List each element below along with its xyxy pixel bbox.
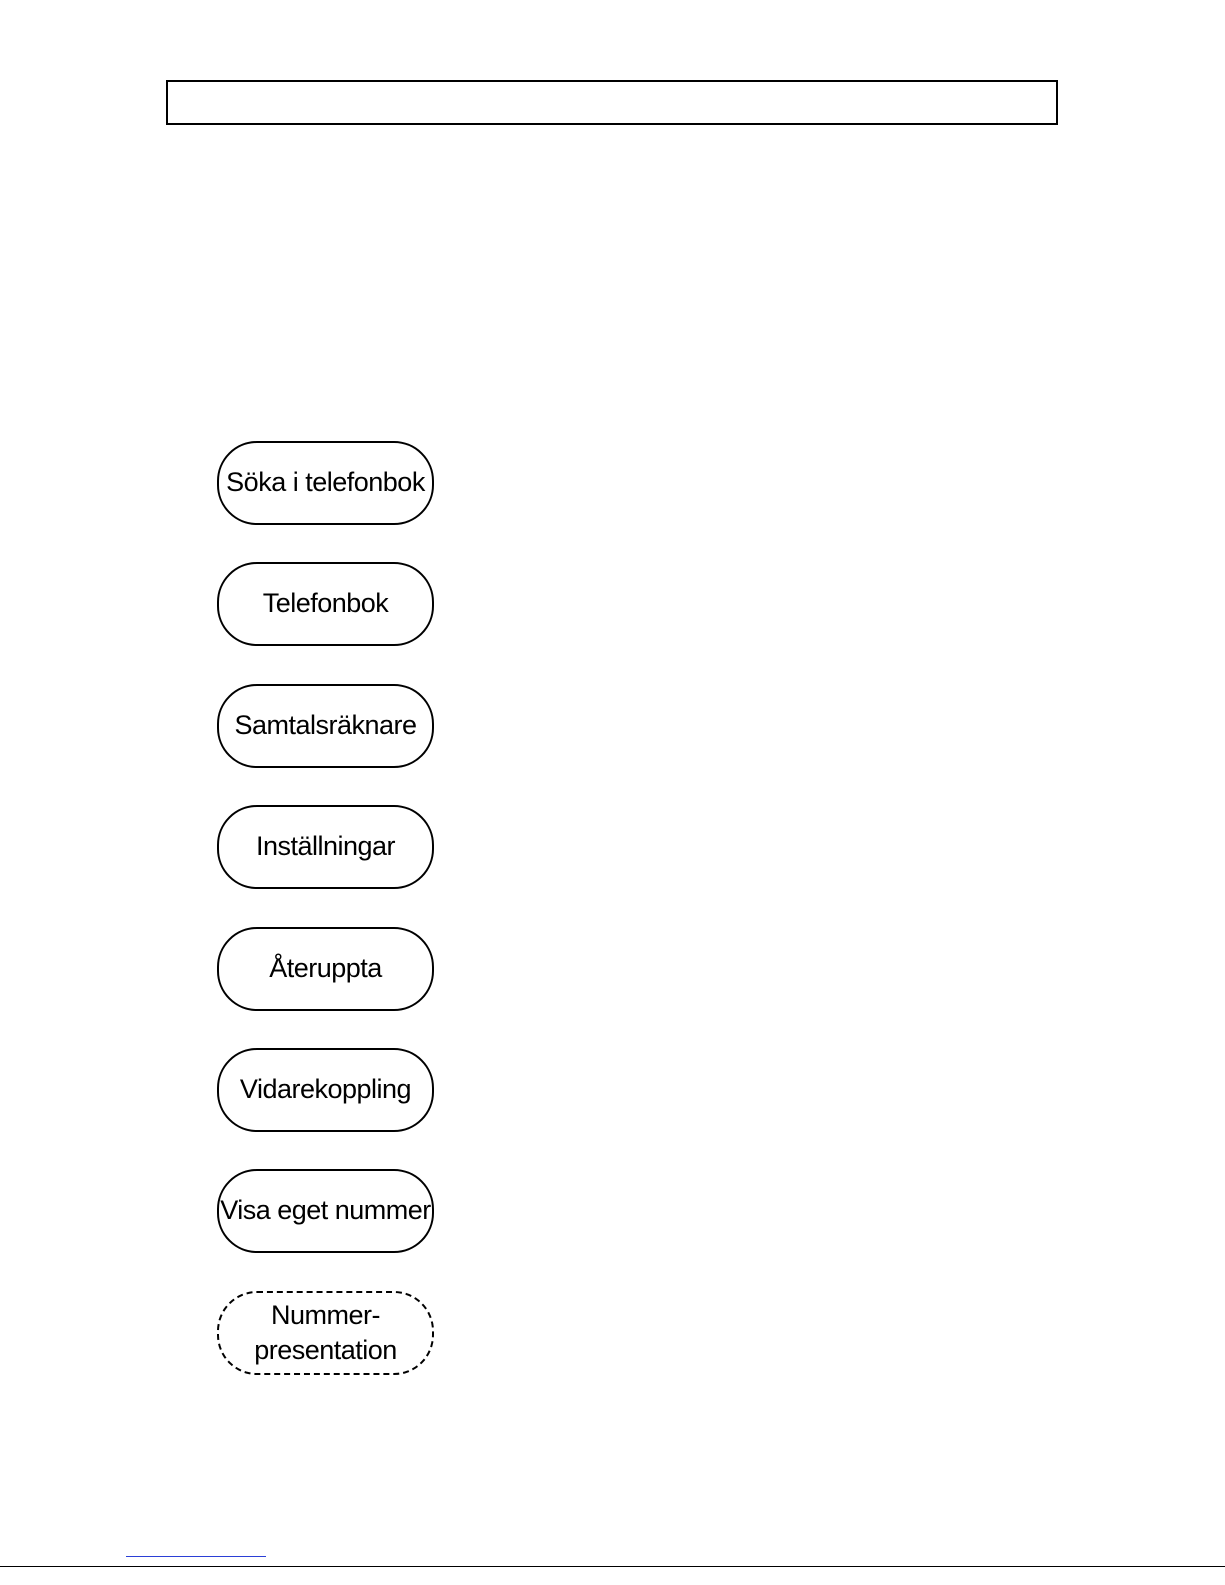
header-box [166, 80, 1058, 125]
menu-item-telefonbok[interactable] [217, 562, 434, 646]
menu-item-label: Vidarekoppling [239, 1074, 412, 1105]
menu-item-label: Inställningar [255, 831, 396, 862]
menu-item-samtalsraknare[interactable] [217, 684, 434, 768]
menu-item-nummerpresentation[interactable] [217, 1291, 434, 1375]
menu-item-label: Visa eget nummer [220, 1195, 431, 1226]
menu-item-ateruppta[interactable] [217, 927, 434, 1011]
footer-divider [0, 1566, 1225, 1567]
menu-item-label: Återuppta [269, 953, 382, 984]
menu-item-label: Nummer- presentation [254, 1299, 397, 1365]
menu-item-label: Samtalsräknare [234, 710, 417, 741]
menu-item-label: Söka i telefonbok [226, 467, 425, 498]
menu-item-vidarekoppling[interactable] [217, 1048, 434, 1132]
menu-item-label: Telefonbok [262, 588, 389, 619]
footer-link-underline[interactable] [126, 1556, 266, 1557]
menu-item-visa-eget-nummer[interactable] [217, 1169, 434, 1253]
menu-item-soka-i-telefonbok[interactable] [217, 441, 434, 525]
menu-item-installningar[interactable] [217, 805, 434, 889]
